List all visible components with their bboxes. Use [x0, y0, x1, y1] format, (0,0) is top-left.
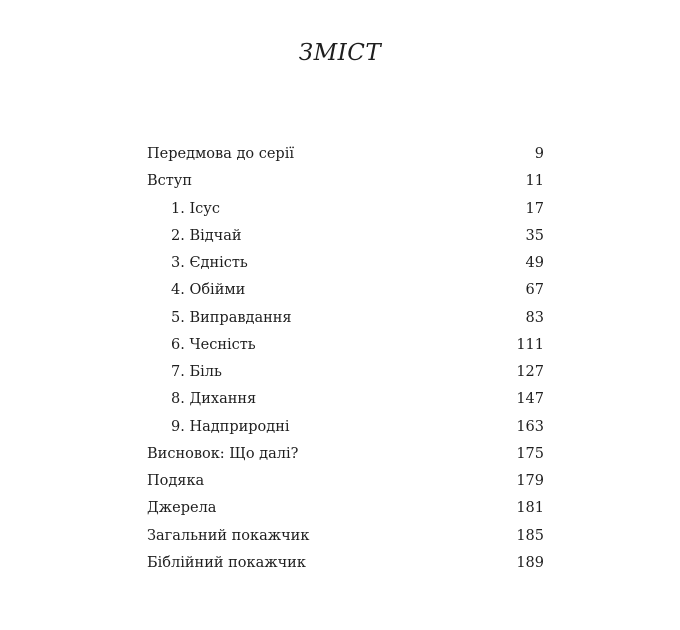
- toc-entry: [147, 277, 544, 304]
- toc-entry: [147, 359, 544, 386]
- toc-entry: [147, 196, 544, 223]
- toc-entry-label: Подяка: [147, 473, 205, 489]
- toc-entry: [147, 250, 544, 277]
- toc-entry-label: 1. Ісус: [171, 200, 220, 217]
- toc-entry: [147, 523, 544, 550]
- toc-entry-page: 181: [516, 500, 544, 517]
- toc-entry: [147, 414, 544, 441]
- toc-entry: [147, 441, 544, 468]
- toc-entry-label: Біблійний покажчик: [147, 554, 306, 571]
- toc-entry-page: 49: [525, 255, 544, 271]
- toc-entry: [147, 223, 544, 250]
- toc-entry-page: 147: [516, 391, 544, 408]
- toc-entry-label: Вступ: [147, 173, 192, 190]
- toc-entry-page: 127: [516, 364, 544, 380]
- toc-entry-page: 11: [525, 173, 544, 190]
- toc-entry-page: 111: [516, 336, 544, 353]
- toc-entry-page: 83: [525, 309, 544, 326]
- toc-entry-label: 3. Єдність: [171, 255, 248, 271]
- toc-entry-label: 5. Виправдання: [171, 309, 292, 326]
- toc-entry-page: 67: [525, 282, 544, 299]
- toc-entry-page: 189: [516, 554, 544, 571]
- toc-entry-page: 17: [525, 200, 544, 217]
- toc-entry-page: 163: [516, 418, 544, 435]
- toc-entry-label: 7. Біль: [171, 364, 222, 380]
- toc-entry-page: 35: [525, 227, 544, 244]
- table-of-contents: [147, 141, 544, 577]
- toc-entry-page: 9: [534, 146, 544, 162]
- toc-entry-label: Загальний покажчик: [147, 527, 310, 544]
- toc-entry-label: 4. Обійми: [171, 282, 246, 299]
- toc-entry: [147, 305, 544, 332]
- toc-entry: [147, 168, 544, 195]
- toc-entry-label: 9. Надприродні: [171, 418, 290, 435]
- toc-entry-label: 2. Відчай: [171, 227, 242, 244]
- toc-entry-label: Передмова до серії: [147, 146, 294, 162]
- toc-entry: [147, 495, 544, 522]
- toc-entry-label: 6. Чесність: [171, 336, 256, 353]
- toc-entry: [147, 141, 544, 168]
- toc-entry-page: 179: [516, 473, 544, 489]
- toc-entry-label: Джерела: [147, 500, 217, 517]
- toc-entry: [147, 468, 544, 495]
- toc-entry-label: 8. Дихання: [171, 391, 257, 408]
- toc-entry-label: Висновок: Що далі?: [147, 445, 299, 462]
- toc-entry: [147, 332, 544, 359]
- toc-entry: [147, 550, 544, 577]
- toc-entry: [147, 386, 544, 413]
- toc-entry-page: 175: [516, 445, 544, 462]
- toc-entry-page: 185: [516, 527, 544, 544]
- page-title: ЗМІСТ: [298, 40, 382, 66]
